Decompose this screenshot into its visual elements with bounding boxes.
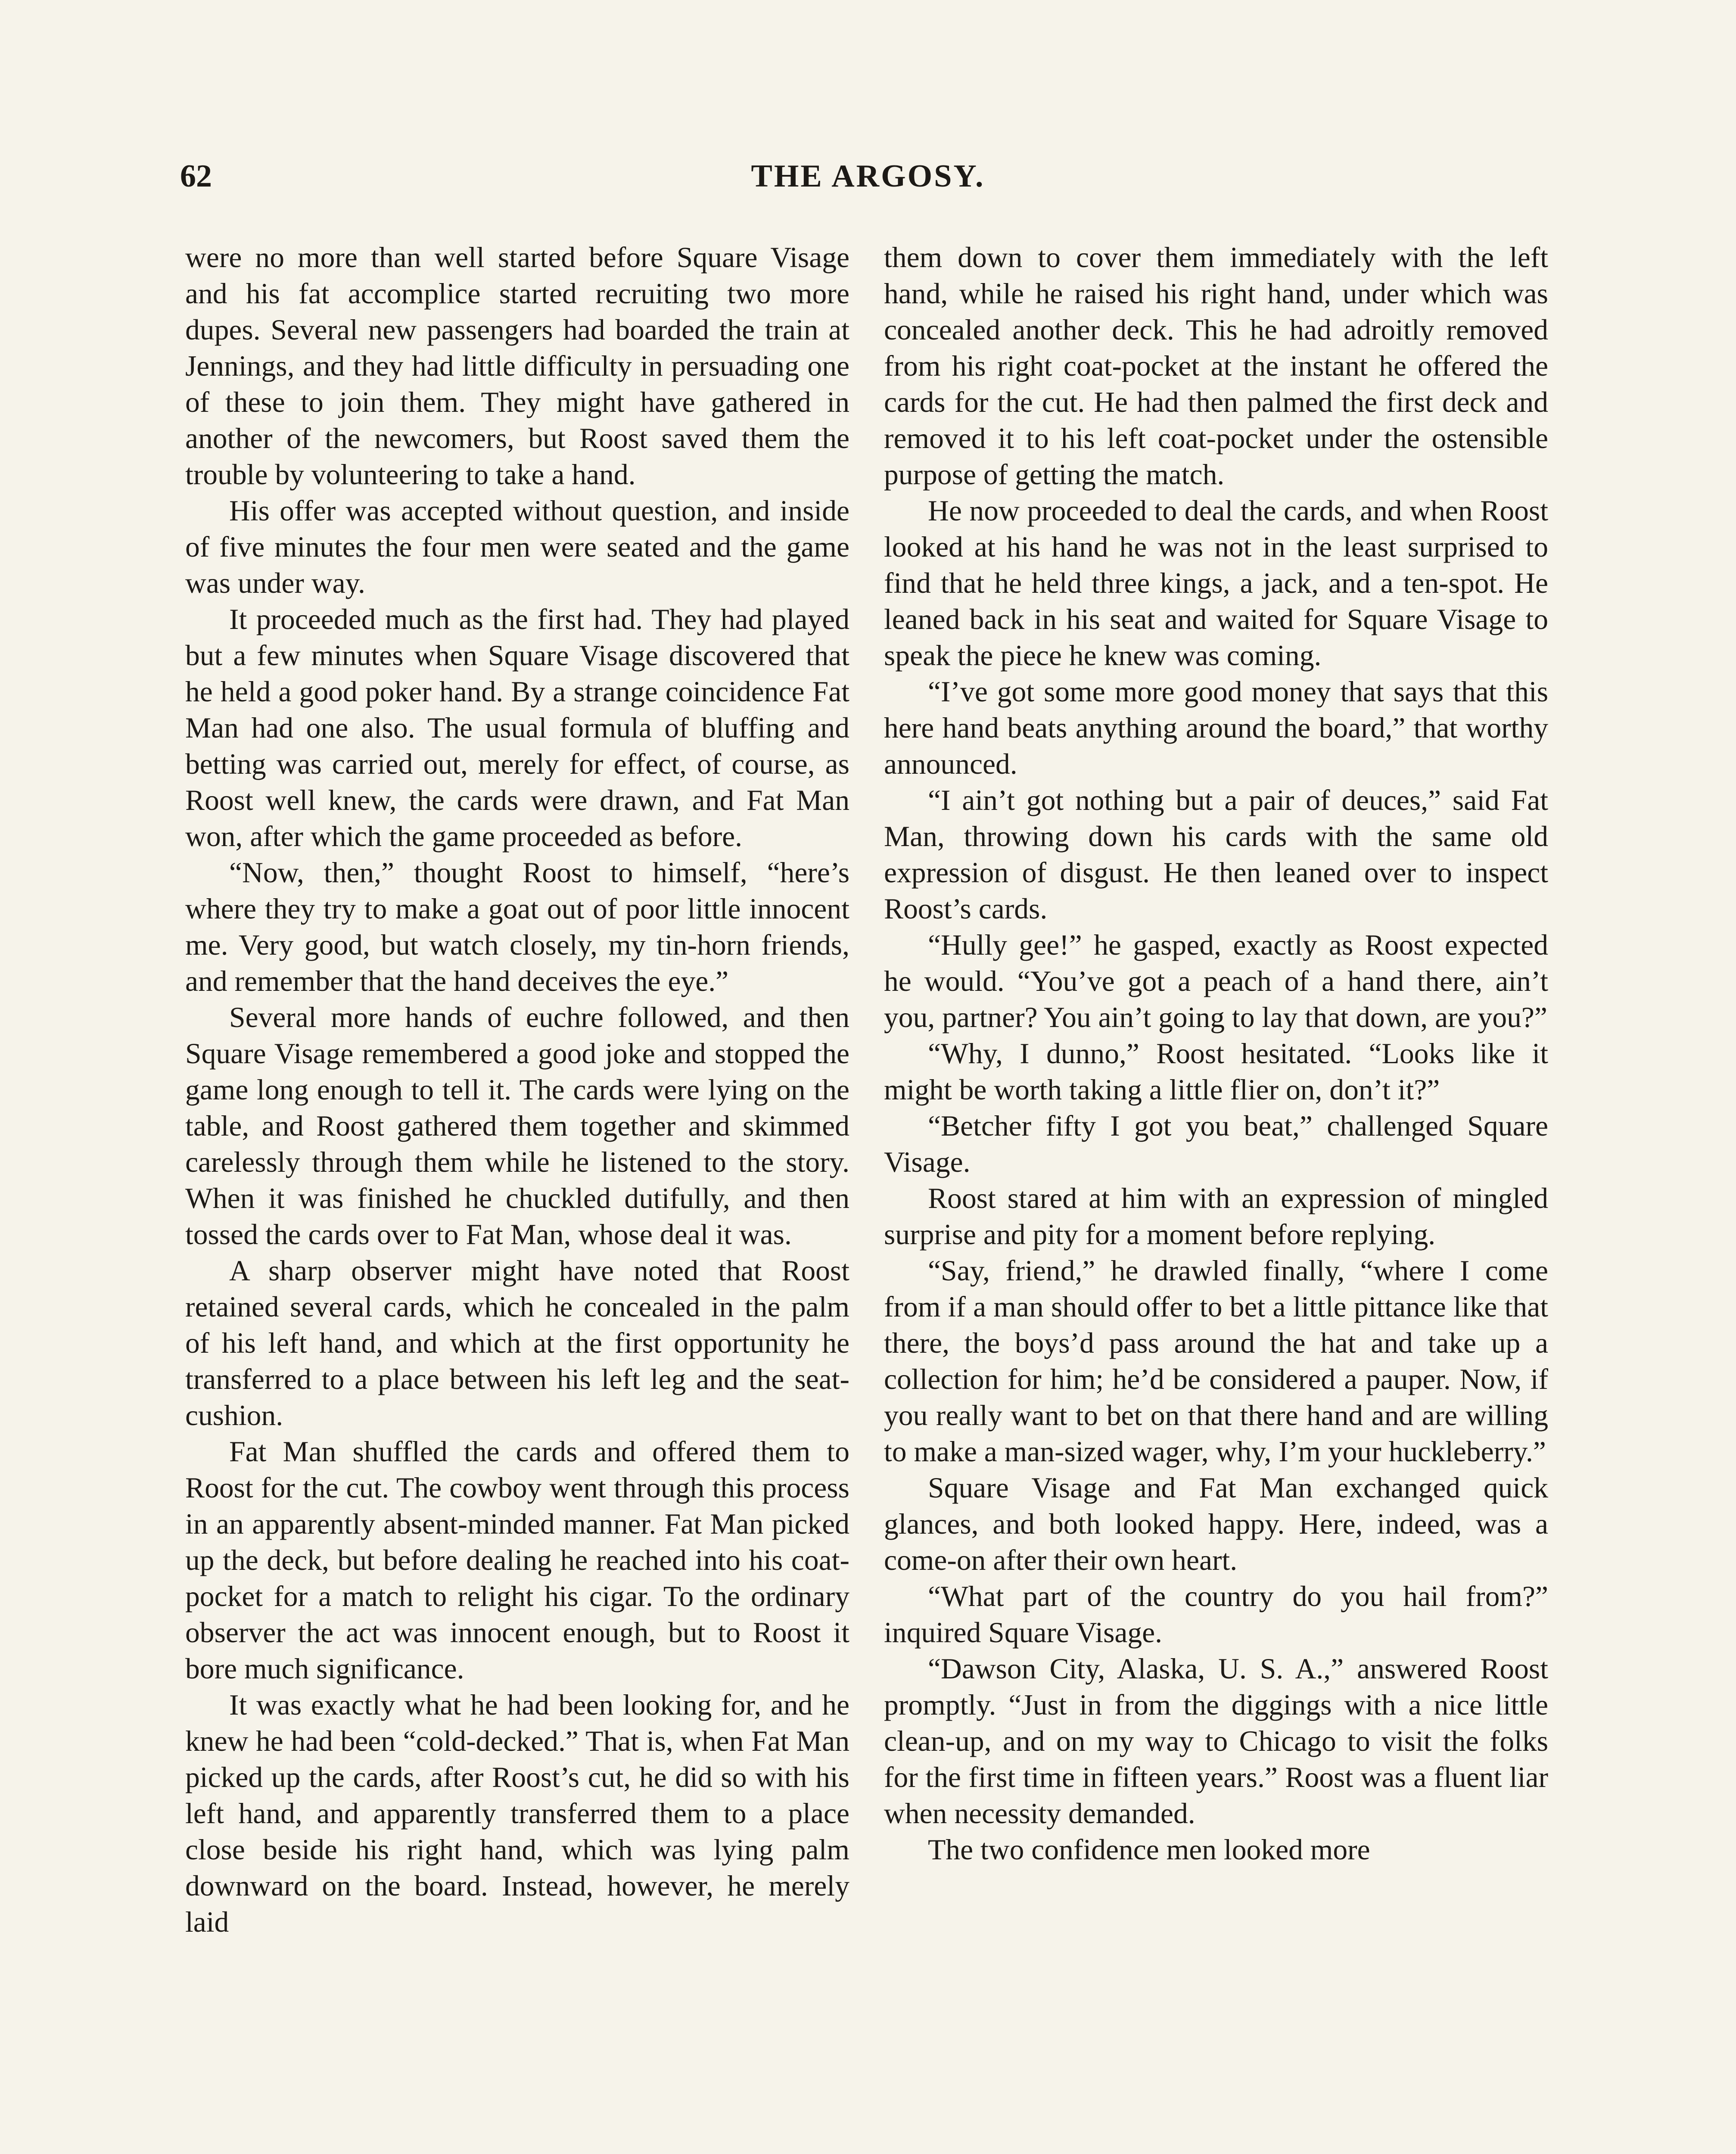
paragraph: It was exactly what he had been looking for, and he knew he had been “cold-decked.” That is, when Fat Man picked up the cards, after Roost’s cut, he did so with his left hand, and apparently transferred them to a place close beside his right hand, which was lying palm downward on the board. Instead, however, he merely laid [185, 1689, 849, 1938]
paragraph: “Now, then,” thought Roost to himself, “here’s where they try to make a goat out of poor little innocent me. Very good, but watch closely, my tin-horn friends, and remember that the hand deceives the eye.” [185, 856, 849, 997]
paragraph: Several more hands of euchre followed, and then Square Visage remembered a good joke and stopped the game long enough to tell it. The cards were lying on the table, and Roost gathered them together and skimmed carelessly through them while he listened to the story. When it was finished he chuckled dutifully, and then tossed the cards over to Fat Man, whose deal it was. [185, 1001, 849, 1251]
left-column [185, 240, 849, 1940]
paragraph: A sharp observer might have noted that Roost retained several cards, which he concealed in the palm of his left hand, and which at the first opportunity he transferred to a place between his left leg and the seat-cushion. [185, 1254, 849, 1432]
paragraph: “Dawson City, Alaska, U. S. A.,” answered Roost promptly. “Just in from the diggings with a nice little clean-up, and on my way to Chicago to visit the folks for the first time in fifteen years.” Roost was a fluent liar when necessity demanded. [884, 1653, 1548, 1830]
paragraph: “Hully gee!” he gasped, exactly as Roost expected he would. “You’ve got a peach of a hand there, ain’t you, partner? You ain’t going to lay that down, are you?” [884, 929, 1548, 1033]
paragraph: The two confidence men looked more [928, 1833, 1370, 1866]
paragraph: were no more than well started before Square Visage and his fat accomplice started recruiting two more dupes. Several new passengers had boarded the train at Jennings, and they had little difficulty in persuading one of these to join them. They might have gathered in another of the newcomers, but Roost saved them the trouble by volunteering to take a hand. [185, 241, 849, 491]
paragraph: “Say, friend,” he drawled finally, “where I come from if a man should offer to bet a little pittance like that there, the boys’d pass around the hat and take up a collection for him; he’d be considered a pauper. Now, if you really want to bet on that there hand and are willing to make a man-sized wager, why, I’m your huckleberry.” [884, 1254, 1548, 1468]
paragraph: “I’ve got some more good money that says that this here hand beats anything around the board,” that worthy announced. [884, 675, 1548, 780]
paragraph: “I ain’t got nothing but a pair of deuces,” said Fat Man, throwing down his cards with the same old expression of disgust. He then leaned over to inspect Roost’s cards. [884, 784, 1548, 925]
paragraph: Fat Man shuffled the cards and offered them to Roost for the cut. The cowboy went through this process in an apparently absent-minded manner. Fat Man picked up the deck, but before dealing he reached into his coat-pocket for a match to relight his cigar. To the ordinary observer the act was innocent enough, but to Roost it bore much significance. [185, 1435, 849, 1685]
paragraph: Roost stared at him with an expression of mingled surprise and pity for a moment before replying. [884, 1182, 1548, 1251]
paragraph: “What part of the country do you hail from?” inquired Square Visage. [884, 1580, 1548, 1649]
paragraph: It proceeded much as the first had. They had played but a few minutes when Square Visage discovered that he held a good poker hand. By a strange coincidence Fat Man had one also. The usual formula of bluffing and betting was carried out, merely for effect, of course, as Roost well knew, the cards were drawn, and Fat Man won, after which the game proceeded as before. [185, 603, 849, 853]
paragraph: He now proceeded to deal the cards, and when Roost looked at his hand he was not in the least surprised to find that he held three kings, a jack, and a ten-spot. He leaned back in his seat and waited for Square Visage to speak the piece he knew was coming. [884, 495, 1548, 672]
paragraph: His offer was accepted without question, and inside of five minutes the four men were seated and the game was under way. [185, 495, 849, 599]
right-column [884, 240, 1548, 1868]
running-head: THE ARGOSY. [751, 159, 985, 194]
page-number: 62 [180, 159, 212, 194]
paragraph: “Betcher fifty I got you beat,” challenged Square Visage. [884, 1110, 1548, 1178]
paragraph: them down to cover them immediately with the left hand, while he raised his right hand, under which was concealed another deck. This he had adroitly removed from his right coat-pocket at the instant he offered the cards for the cut. He had then palmed the first deck and removed it to his left coat-pocket under the ostensible purpose of getting the match. [884, 241, 1548, 491]
paragraph: Square Visage and Fat Man exchanged quick glances, and both looked happy. Here, indeed, was a come-on after their own heart. [884, 1472, 1548, 1576]
paragraph: “Why, I dunno,” Roost hesitated. “Looks like it might be worth taking a little flier on, don’t it?” [884, 1037, 1548, 1106]
